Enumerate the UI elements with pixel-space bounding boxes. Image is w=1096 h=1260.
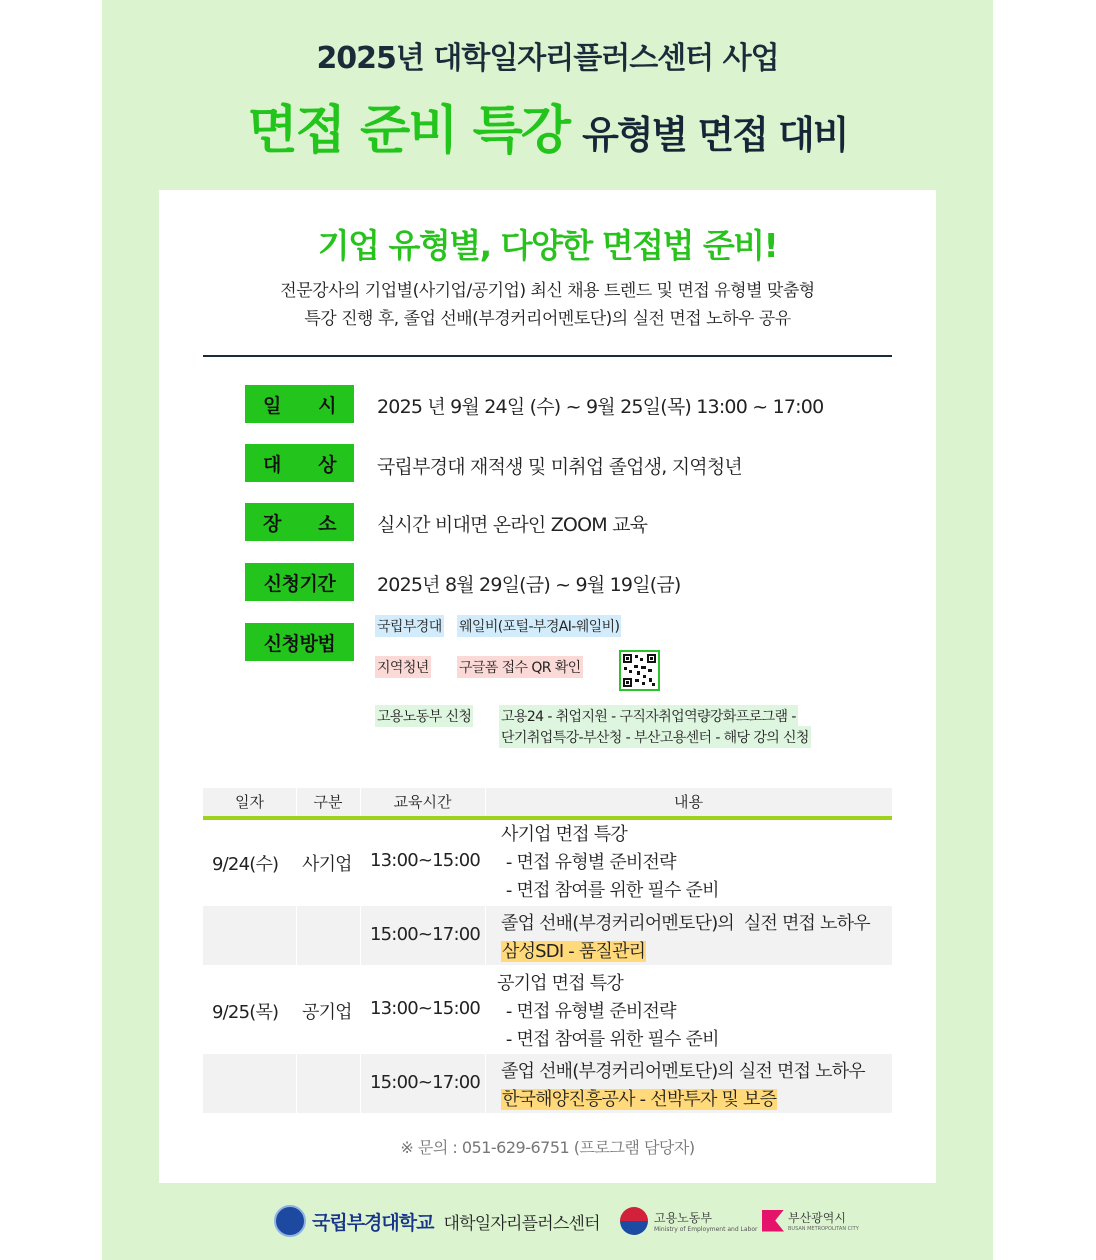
description-line-2: 특강 진행 후, 졸업 선배(부경커리어멘토단)의 실전 면접 노하우 공유 [304,309,791,329]
cell-separator [360,1054,361,1113]
row2-content: 졸업 선배(부경커리어멘토단)의 실전 면접 노하우 [501,913,870,934]
row3-content-item: - 면접 참여를 위한 필수 준비 [501,1029,719,1050]
divider [203,355,892,357]
taegeuk-icon [620,1207,648,1235]
busan-name-kr: 부산광역시 [788,1211,846,1225]
cell-separator [296,906,297,965]
row2-time: 15:00~17:00 [370,924,481,945]
cell-separator [296,1054,297,1113]
center-name: 대학일자리플러스센터 [443,1213,600,1234]
qr-code-icon[interactable] [619,650,660,691]
row1-content-item: - 면접 참여를 위한 필수 준비 [501,880,719,901]
main-title-green: 면접 준비 특강 [247,101,570,161]
moel-method-line-1: 고용24 - 취업지원 - 구직자취업역량강화프로그램 - [499,705,798,727]
header-date: 일자 [235,793,264,811]
header-content: 내용 [674,793,703,811]
cell-separator [485,1054,486,1113]
busan-city-mark-icon [762,1210,784,1232]
place-value: 실시간 비대면 온라인 ZOOM 교육 [377,514,648,536]
cell-separator [360,906,361,965]
university-name: 국립부경대학교 [312,1211,434,1234]
target-label: 대 상 [245,444,354,482]
moel-logo [620,1207,758,1235]
busan-name-en: BUSAN METROPOLITAN CITY [788,1226,859,1232]
method-label: 신청방법 [245,623,354,661]
row3-type: 공기업 [302,1002,352,1023]
header-time: 교육시간 [393,793,452,811]
row4-highlight: 한국해양진흥공사 - 선박투자 및 보증 [502,1089,777,1110]
pknu-method: 웨일비(포털-부경AI-웨일비) [457,615,621,637]
moel-name-en: Ministry of Employment and Labor [654,1226,758,1233]
row1-type: 사기업 [302,854,352,875]
cell-separator [485,906,486,965]
university-emblem-icon [274,1205,306,1237]
contact-info: ※ 문의 : 051-629-6751 (프로그램 담당자) [400,1138,695,1157]
date-label: 일 시 [245,385,354,423]
content-card [159,190,936,1183]
main-title-dark: 유형별 면접 대비 [582,113,848,157]
row1-date: 9/24(수) [212,854,279,875]
row3-content-item: - 면접 유형별 준비전략 [501,1001,676,1022]
university-logo [274,1205,600,1237]
description-line-1: 전문강사의 기업별(사기업/공기업) 최신 채용 트렌드 및 면접 유형별 맞춤형 [280,281,815,301]
row3-date: 9/25(목) [212,1002,279,1023]
header-type: 구분 [313,793,343,811]
row1-content-title: 사기업 면접 특강 [501,824,627,845]
row2-highlight: 삼성SDI - 품질관리 [502,941,646,962]
main-title [102,88,993,163]
moel-name-kr: 고용노동부 [654,1211,712,1225]
program-subtitle: 2025년 대학일자리플러스센터 사업 [316,41,779,76]
local-tag: 지역청년 [375,656,431,678]
row1-content-item: - 면접 유형별 준비전략 [501,852,676,873]
row3-content-title: 공기업 면접 특강 [497,973,623,994]
headline: 기업 유형별, 다양한 면접법 준비! [317,226,778,265]
period-label: 신청기간 [245,563,354,601]
row4-time: 15:00~17:00 [370,1072,481,1093]
busan-logo [762,1209,859,1232]
moel-method-line-2: 단기취업특강-부산청 - 부산고용센터 - 해당 강의 신청 [499,726,811,748]
row3-time: 13:00~15:00 [370,998,481,1019]
local-method: 구글폼 접수 QR 확인 [457,656,583,678]
place-label: 장 소 [245,503,354,541]
row1-time: 13:00~15:00 [370,850,481,871]
date-value: 2025 년 9월 24일 (수) ~ 9월 25일(목) 13:00 ~ 17:00 [377,396,824,418]
row4-content: 졸업 선배(부경커리어멘토단)의 실전 면접 노하우 [501,1061,865,1082]
moel-tag: 고용노동부 신청 [375,705,473,727]
period-value: 2025년 8월 29일(금) ~ 9월 19일(금) [377,574,681,596]
schedule-header [203,788,892,820]
poster [102,0,993,1260]
pknu-tag: 국립부경대 [375,615,444,637]
target-value: 국립부경대 재적생 및 미취업 졸업생, 지역청년 [377,456,742,478]
